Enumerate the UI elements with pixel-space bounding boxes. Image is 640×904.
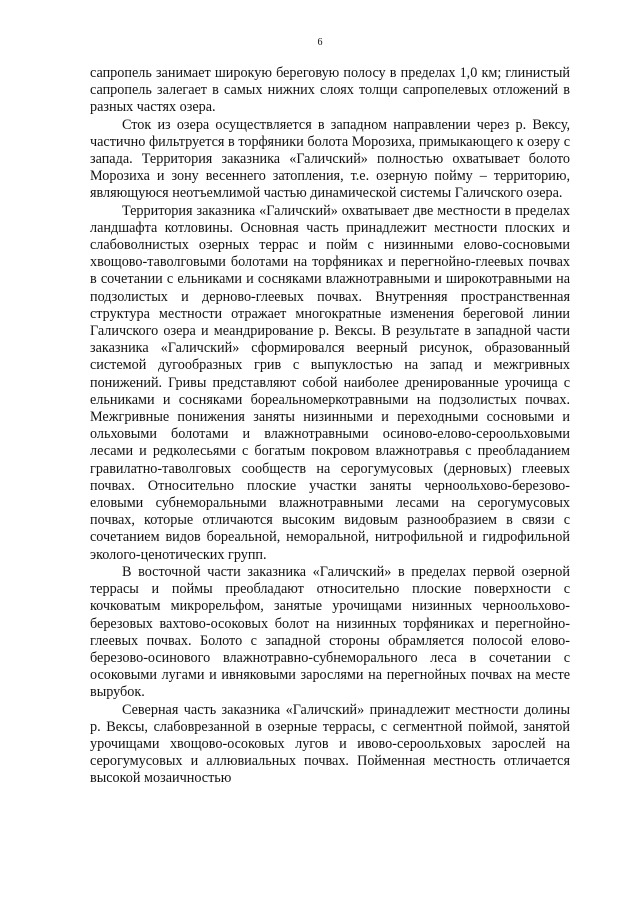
paragraph-northern-part: Северная часть заказника «Галичский» принадлежит местности долины р. Вексы, слабоврезанной в озерные террасы, с сегментной поймой, занятой урочищами хвощово-осоковых лугов и ивово-сероольховых зарослей на серогумусовых и аллювиальных почвах. Пойменная местность отличается высокой мозаичностью [90, 701, 570, 787]
document-body [90, 65, 570, 788]
paragraph-eastern-part: В восточной части заказника «Галичский» в пределах первой озерной террасы и поймы преобладают относительно плоские поверхности с кочковатым микрорельфом, занятые урочищами низинных черноольхово-березовых вахтово-осоковых болот на низинных торфяниках и перегнойно-глеевых почвах. Болото с западной стороны обрамляется полосой елово-березово-осинового влажнотравно-субнеморального леса в сочетании с осоковыми лугами и ивняковыми зарослями на перегнойных почвах на месте вырубок. [90, 563, 570, 701]
paragraph-outflow: Сток из озера осуществляется в западном направлении через р. Вексу, частично фильтруется в торфяники болота Морозиха, примыкающего к озеру с запада. Территория заказника «Галичский» полностью охватывает болото Морозиха и зону весеннего затопления, т.е. озерную пойму – территорию, являющуюся неотъемлимой частью динамической системы Галичского озера. [90, 116, 570, 202]
paragraph-continuation: сапропель занимает широкую береговую полосу в пределах 1,0 км; глинистый сапропель залегает в самых нижних слоях толщи сапропелевых отложений в разных частях озера. [90, 65, 570, 116]
paragraph-territory-structure: Территория заказника «Галичский» охватывает две местности в пределах ландшафта котловины. Основная часть принадлежит местности плоских и слабоволнистых озерных террас и пойм с низинными елово-сосновыми хвощово-таволговыми болотами на торфяниках и перегнойно-глеевых почвах в сочетании с ельниками и сосняками влажнотравными и широкотравными на подзолистых и дерново-глеевых почвах. Внутренняя пространственная структура местности отражает многократные изменения береговой линии Галичского озера и меандрирование р. Вексы. В результате в западной части заказника «Галичский» сформировался веерный рисунок, образованный системой дугообразных грив с выпуклостью на запад и межгривных понижений. Гривы представляют собой наиболее дренированные урочища с ельниками и сосняками бореальномеркотравными на подзолистых почвах. Межгривные понижения заняты низинными и переходными сосновыми и ольховыми болотами и влажнотравными осиново-елово-сероольховыми лесами и редколесьями с богатым покровом влажнотравья с преобладанием гравилатно-таволговых сообществ на серогумусовых (дерновых) глеевых почвах. Относительно плоские участки заняты черноольхово-березово-еловыми субнеморальными влажнотравными лесами на серогумусовых почвах, которые отличаются высоким видовым разнообразием в связи с сочетанием видов бореальной, неморальной, нитрофильной и гидрофильной эколого-ценотических групп. [90, 202, 570, 563]
page-number: 6 [317, 37, 323, 48]
